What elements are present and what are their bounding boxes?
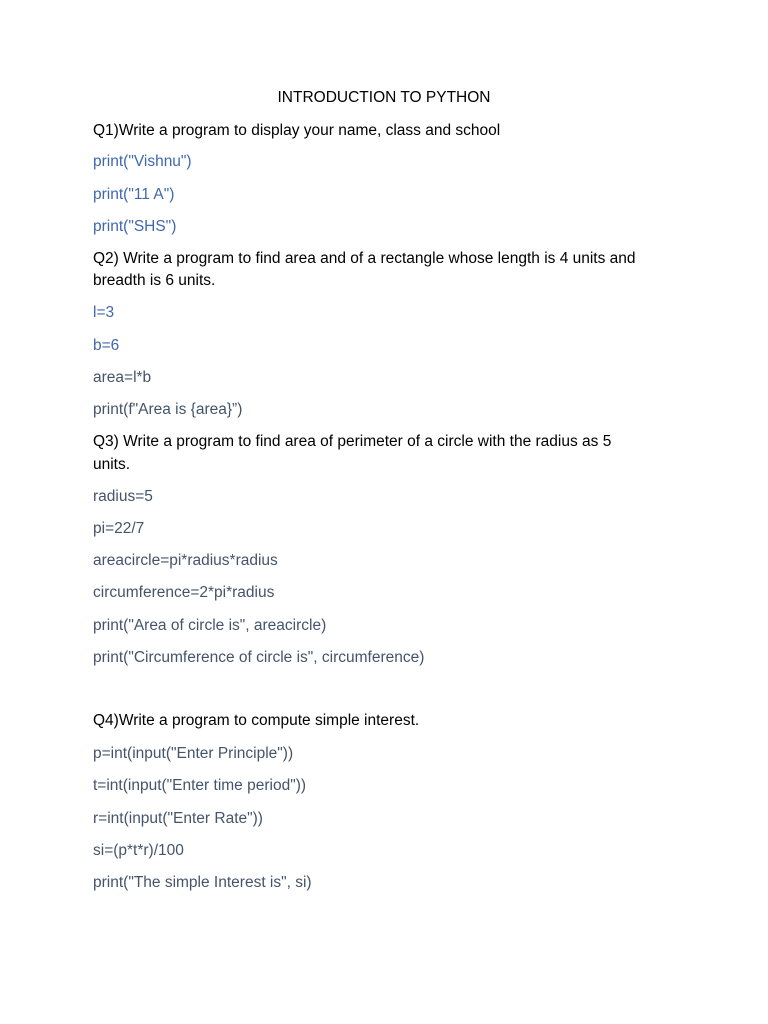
question-3-line-1: Q3) Write a program to find area of perimeter of a circle with the radius as 5	[93, 433, 612, 450]
question-2-line-2: breadth is 6 units.	[93, 272, 216, 289]
q3-code-line-5: print("Area of circle is", areacircle)	[93, 617, 327, 634]
question-1: Q1)Write a program to display your name, class and school	[93, 122, 501, 139]
q4-code-line-3: r=int(input("Enter Rate"))	[93, 810, 263, 827]
q4-code-line-1: p=int(input("Enter Principle"))	[93, 745, 294, 762]
q2-code-line-4: print(f"Area is {area}”)	[93, 401, 243, 418]
q3-code-line-4: circumference=2*pi*radius	[93, 584, 275, 601]
q4-code-line-2: t=int(input("Enter time period"))	[93, 777, 307, 794]
q4-code-line-4: si=(p*t*r)/100	[93, 842, 184, 859]
q2-code-line-2: b=6	[93, 337, 120, 354]
q3-code-line-2: pi=22/7	[93, 520, 145, 537]
question-3-line-2: units.	[93, 456, 131, 473]
q3-code-line-3: areacircle=pi*radius*radius	[93, 552, 278, 569]
q1-code-line-1: print("Vishnu")	[93, 153, 192, 170]
q4-code-line-5: print("The simple Interest is", si)	[93, 874, 312, 891]
q3-code-line-1: radius=5	[93, 488, 153, 505]
q2-code-line-3: area=l*b	[93, 369, 152, 386]
q3-code-line-6: print("Circumference of circle is", circumference)	[93, 649, 425, 666]
q1-code-line-2: print("11 A")	[93, 186, 175, 203]
q1-code-line-3: print("SHS")	[93, 218, 177, 235]
page-title: INTRODUCTION TO PYTHON	[277, 89, 491, 106]
question-2-line-1: Q2) Write a program to find area and of a rectangle whose length is 4 units and	[93, 250, 636, 267]
question-4: Q4)Write a program to compute simple interest.	[93, 712, 420, 729]
q2-code-line-1: l=3	[93, 304, 115, 321]
